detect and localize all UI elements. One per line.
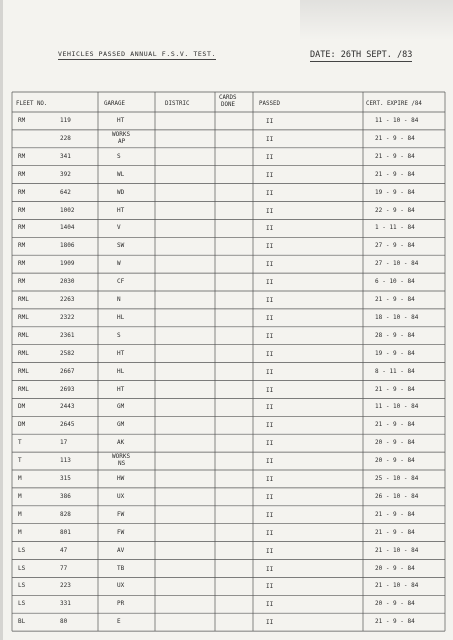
fleet-prefix: M	[18, 475, 22, 482]
passed-mark: II	[266, 207, 274, 215]
garage-code: PR	[117, 600, 125, 608]
fleet-number: 341	[60, 152, 71, 160]
fleet-number: 223	[60, 582, 71, 590]
cert-expires: 20 - 9 - 84	[375, 439, 415, 447]
garage-code: AV	[117, 546, 125, 554]
cert-expires: 27 - 9 - 84	[375, 242, 415, 250]
fleet-number: 331	[60, 600, 71, 608]
fleet-number: 1002	[60, 206, 75, 214]
passed-mark: II	[266, 529, 274, 537]
fleet-prefix: RM	[18, 152, 26, 160]
passed-mark: II	[266, 422, 274, 430]
fleet-prefix: RML	[18, 367, 29, 375]
passed-mark: II	[266, 332, 274, 340]
cert-expires: 20 - 9 - 84	[375, 600, 415, 608]
passed-mark: II	[266, 189, 274, 197]
cert-expires: 21 - 9 - 84	[375, 385, 415, 393]
passed-mark: II	[266, 279, 274, 287]
passed-mark: II	[266, 243, 274, 251]
fleet-prefix: RML	[18, 385, 29, 393]
garage-code: HW	[117, 475, 125, 482]
fleet-prefix: RML	[18, 331, 29, 339]
passed-mark: II	[266, 153, 274, 161]
fleet-prefix: M	[18, 510, 22, 518]
garage-code: HL	[117, 367, 125, 375]
garage-code: N	[117, 296, 121, 303]
cert-expires: 21 - 9 - 84	[375, 510, 415, 518]
fleet-number: 2645	[60, 421, 75, 429]
passed-mark: II	[266, 547, 274, 555]
cert-expires: 21 - 9 - 84	[375, 296, 415, 303]
passed-mark: II	[266, 314, 274, 322]
fleet-prefix: DM	[18, 403, 26, 411]
passed-mark: II	[266, 225, 274, 233]
passed-mark: II	[266, 440, 274, 448]
cert-expires: 27 - 10 - 84	[375, 260, 419, 268]
fleet-prefix: RM	[18, 260, 26, 268]
passed-mark: II	[266, 350, 274, 358]
passed-mark: II	[266, 386, 274, 394]
cert-expires: 6 - 10 - 84	[375, 278, 415, 286]
cert-expires: 19 - 9 - 84	[375, 188, 415, 196]
fleet-prefix: RM	[18, 117, 26, 124]
fleet-number: 315	[60, 475, 71, 482]
garage-code: E	[117, 618, 121, 626]
header-garage: GARAGE	[104, 101, 125, 107]
cert-expires: 11 - 10 - 84	[375, 403, 419, 411]
fleet-number: 2667	[60, 367, 75, 375]
cert-expires: 20 - 9 - 84	[375, 564, 415, 572]
passed-mark: II	[266, 458, 274, 466]
garage-code-2: NS	[118, 460, 126, 468]
fleet-number: 2582	[60, 349, 75, 357]
fleet-prefix: RM	[18, 278, 26, 286]
fleet-number: 2030	[60, 278, 75, 286]
garage-code: HT	[117, 117, 125, 124]
passed-mark: II	[266, 135, 274, 143]
document-title: VEHICLES PASSED ANNUAL F.S.V. TEST.	[58, 50, 216, 58]
passed-mark: II	[266, 601, 274, 609]
garage-code: AK	[117, 439, 125, 447]
fleet-prefix: BL	[18, 618, 26, 626]
garage-code: FW	[117, 528, 125, 536]
garage-code: GM	[117, 421, 125, 429]
garage-code: WL	[117, 170, 125, 178]
garage-code: WD	[117, 188, 125, 196]
cert-expires: 20 - 9 - 84	[375, 457, 415, 465]
fleet-prefix: LS	[18, 546, 26, 554]
fleet-prefix: LS	[18, 564, 26, 572]
fleet-prefix: LS	[18, 582, 26, 590]
passed-mark: II	[266, 404, 274, 412]
fleet-prefix: M	[18, 528, 22, 536]
fleet-prefix: RML	[18, 349, 29, 357]
garage-code: W	[117, 260, 121, 268]
fleet-number: 2361	[60, 331, 75, 339]
passed-mark: II	[266, 297, 274, 304]
garage-code: HT	[117, 206, 125, 214]
fleet-number: 1404	[60, 224, 75, 232]
passed-mark: II	[266, 619, 274, 627]
fleet-number: 113	[60, 457, 71, 465]
cert-expires: 8 - 11 - 84	[375, 367, 415, 375]
fleet-prefix: RM	[18, 206, 26, 214]
garage-code: UX	[117, 582, 125, 590]
document-date: DATE: 26TH SEPT. /83	[310, 50, 413, 60]
fleet-number: 2693	[60, 385, 75, 393]
cert-expires: 21 - 9 - 84	[375, 152, 415, 160]
fleet-prefix: RM	[18, 242, 26, 250]
passed-mark: II	[266, 511, 274, 519]
fleet-number: 642	[60, 188, 71, 196]
garage-code: HT	[117, 385, 125, 393]
fleet-number: 2263	[60, 296, 75, 303]
passed-mark: II	[266, 493, 274, 501]
passed-mark: II	[266, 565, 274, 573]
fleet-number: 392	[60, 170, 71, 178]
header-cert-expires: CERT. EXPIRE /84	[366, 101, 422, 107]
fleet-number: 2443	[60, 403, 75, 411]
fleet-prefix: RM	[18, 224, 26, 232]
header-cards-done-2: DONE	[221, 102, 235, 108]
fleet-number: 828	[60, 510, 71, 518]
passed-mark: II	[266, 476, 274, 483]
fleet-number: 1806	[60, 242, 75, 250]
garage-code: WORKS	[112, 130, 131, 138]
fleet-prefix: RM	[18, 170, 26, 178]
cert-expires: 21 - 9 - 84	[375, 528, 415, 536]
header-cards-done-1: CARDS	[219, 95, 237, 101]
fleet-prefix: LS	[18, 600, 26, 608]
garage-code: GM	[117, 403, 125, 411]
garage-code: S	[117, 152, 121, 160]
cert-expires: 26 - 10 - 84	[375, 492, 419, 500]
cert-expires: 11 - 10 - 84	[375, 117, 419, 124]
garage-code: WORKS	[112, 453, 131, 461]
header-district: DISTRIC	[165, 101, 190, 107]
cert-expires: 21 - 9 - 84	[375, 618, 415, 626]
garage-code: TB	[117, 564, 125, 572]
garage-code: SW	[117, 242, 125, 250]
fleet-prefix: RML	[18, 296, 29, 303]
fleet-number: 77	[60, 564, 68, 572]
garage-code-2: AP	[118, 137, 126, 145]
fleet-prefix: T	[18, 439, 22, 447]
garage-code: V	[117, 224, 121, 232]
passed-mark: II	[266, 583, 274, 591]
fleet-number: 801	[60, 528, 71, 536]
garage-code: HL	[117, 313, 125, 321]
header-fleet-no: FLEET NO.	[16, 101, 48, 107]
fleet-number: 119	[60, 117, 71, 124]
header-passed: PASSED	[259, 101, 280, 107]
fleet-prefix: T	[18, 457, 22, 465]
passed-mark: II	[266, 171, 274, 179]
passed-mark: II	[266, 368, 274, 376]
cert-expires: 25 - 10 - 84	[375, 475, 419, 482]
fleet-number: 47	[60, 546, 68, 554]
cert-expires: 19 - 9 - 84	[375, 349, 415, 357]
garage-code: HT	[117, 349, 125, 357]
fleet-prefix: RM	[18, 188, 26, 196]
cert-expires: 21 - 9 - 84	[375, 170, 415, 178]
cert-expires: 21 - 9 - 84	[375, 134, 415, 142]
cert-expires: 18 - 10 - 84	[375, 313, 419, 321]
fleet-number: 2322	[60, 313, 75, 321]
fleet-prefix: RML	[18, 313, 29, 321]
passed-mark: II	[266, 261, 274, 269]
garage-code: UX	[117, 492, 125, 500]
garage-code: CF	[117, 278, 125, 286]
passed-mark: II	[266, 118, 274, 125]
cert-expires: 28 - 9 - 84	[375, 331, 415, 339]
garage-code: S	[117, 331, 121, 339]
fleet-number: 228	[60, 134, 71, 142]
cert-expires: 22 - 9 - 84	[375, 206, 415, 214]
fleet-number: 17	[60, 439, 68, 447]
fleet-number: 80	[60, 618, 68, 626]
cert-expires: 1 - 11 - 84	[375, 224, 415, 232]
garage-code: FW	[117, 510, 125, 518]
fleet-prefix: DM	[18, 421, 26, 429]
fleet-number: 1909	[60, 260, 75, 268]
cert-expires: 21 - 10 - 84	[375, 582, 419, 590]
fleet-number: 386	[60, 492, 71, 500]
cert-expires: 21 - 9 - 84	[375, 421, 415, 429]
cert-expires: 21 - 10 - 84	[375, 546, 419, 554]
fleet-prefix: M	[18, 492, 22, 500]
